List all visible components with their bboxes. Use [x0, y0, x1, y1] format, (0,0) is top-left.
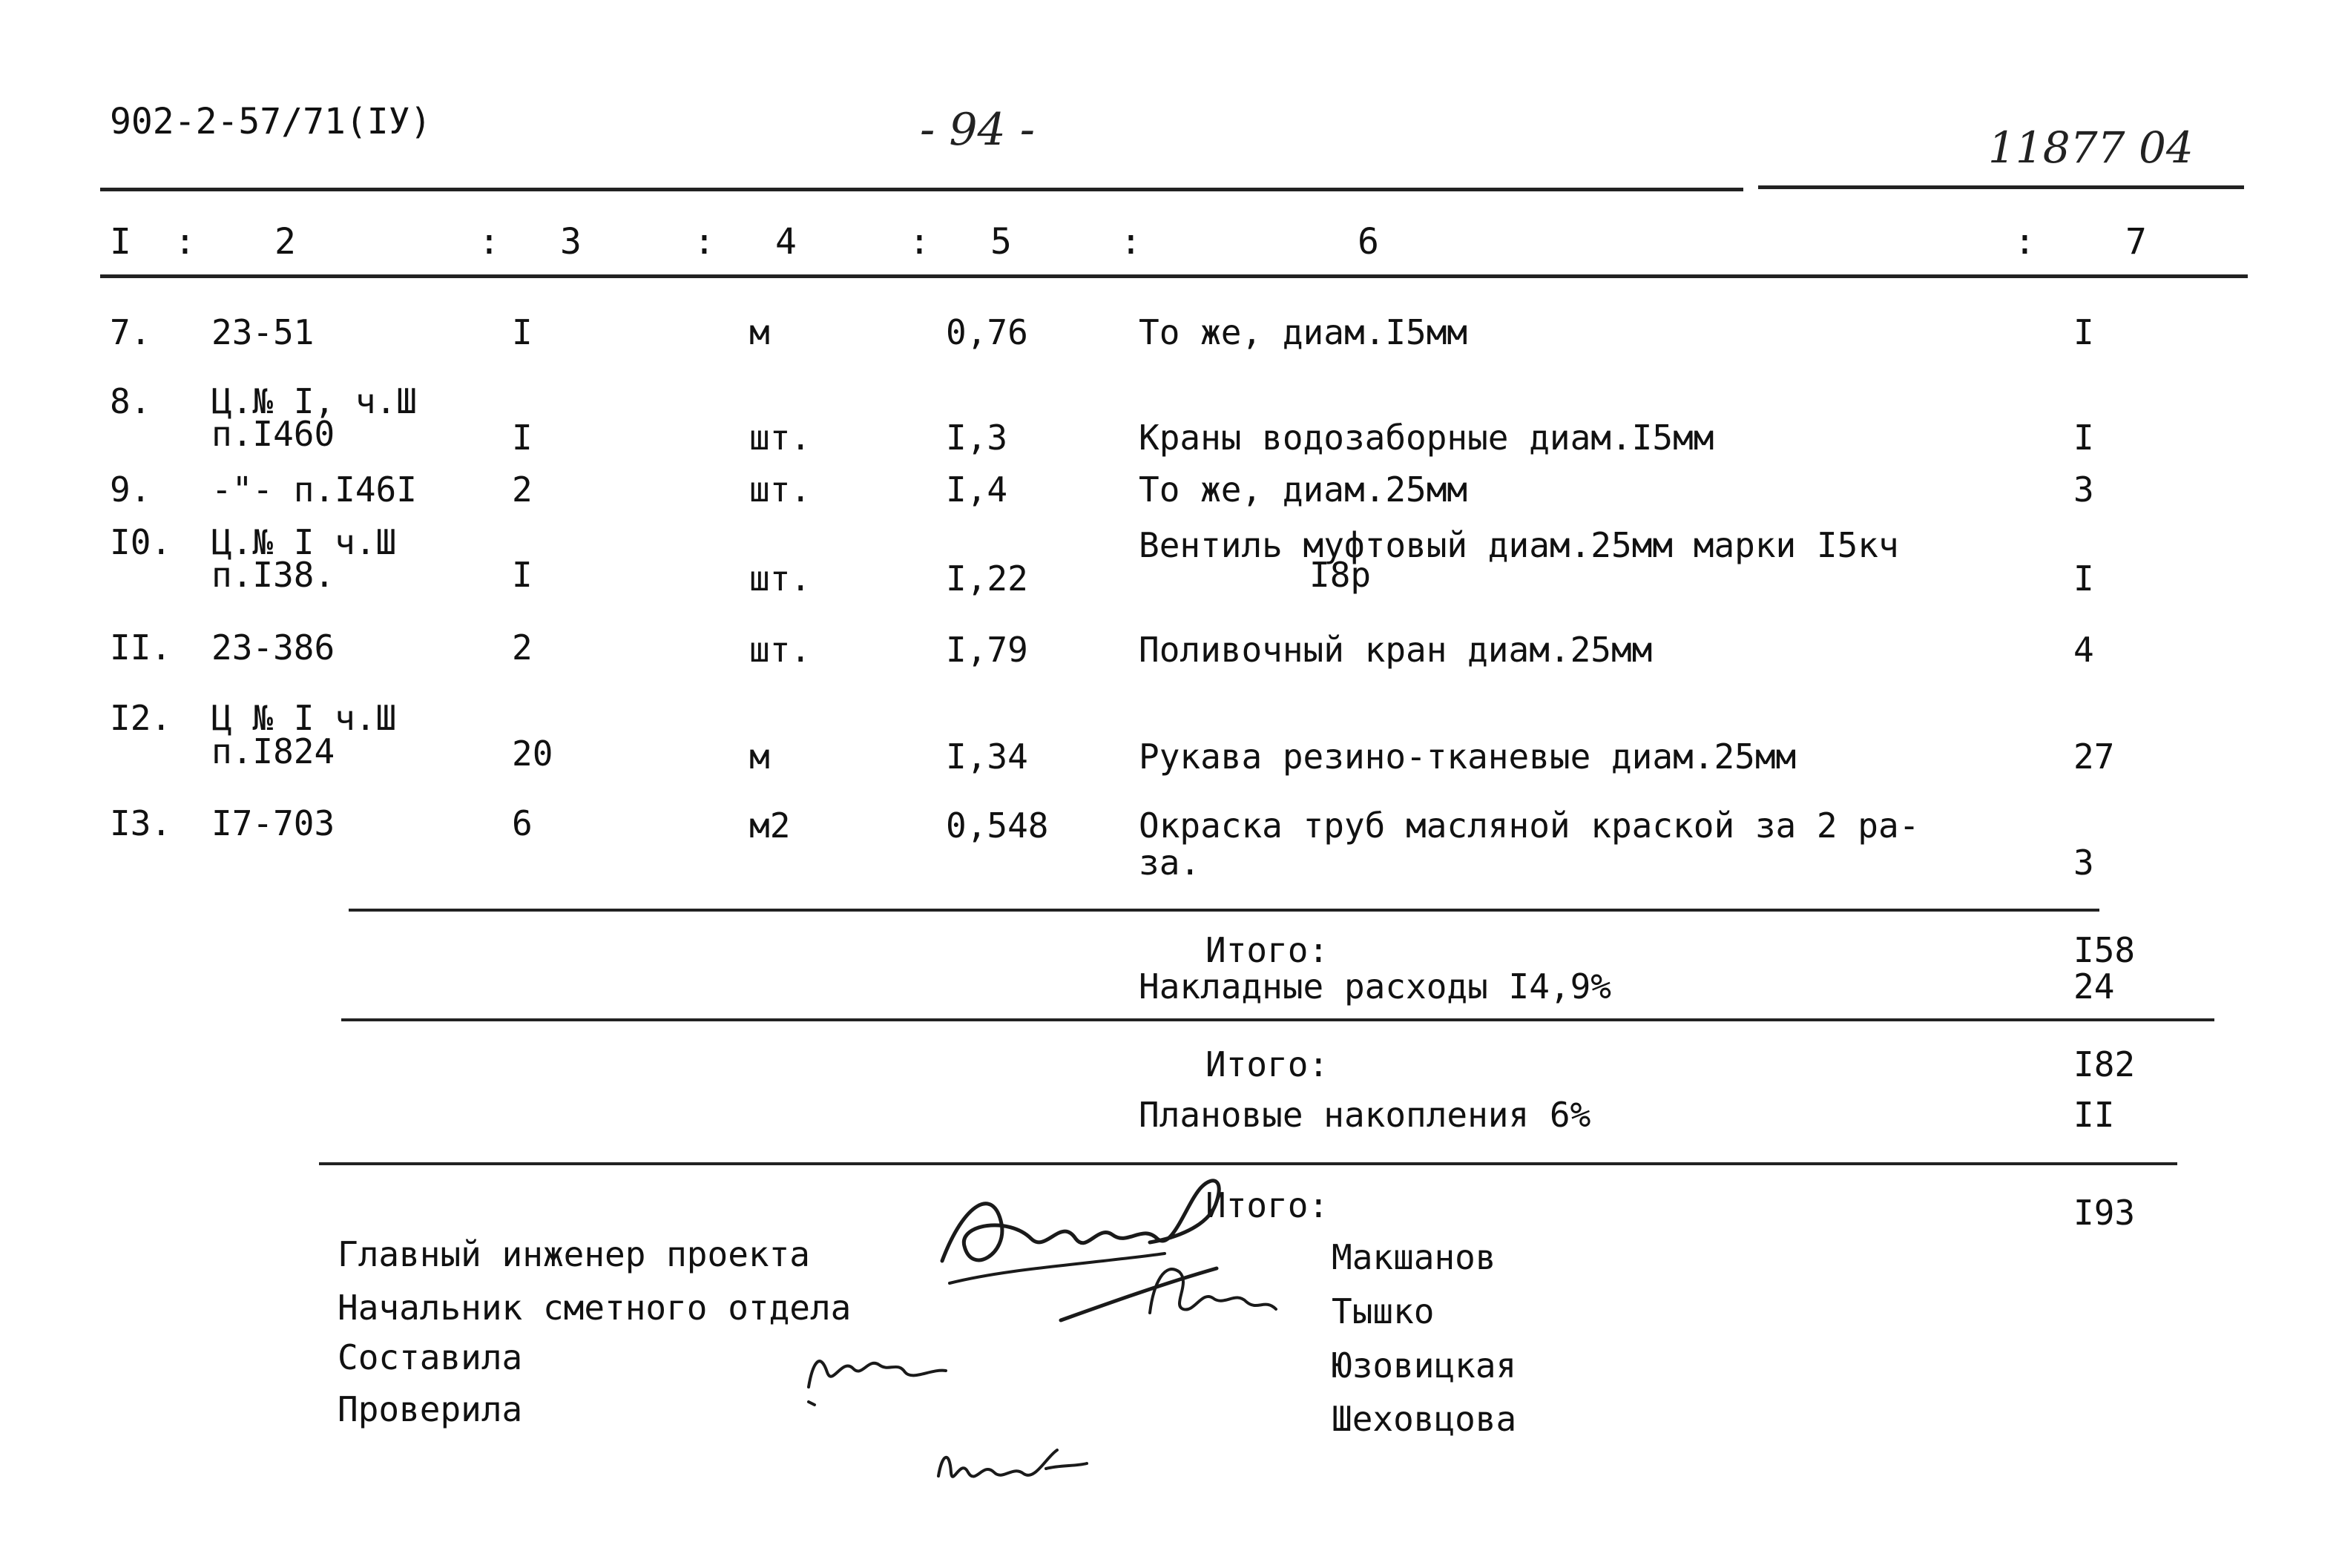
- subtotal-label-1: Итого:: [1205, 930, 1329, 970]
- row-qty: I: [512, 418, 533, 458]
- row-number: II.: [110, 627, 172, 668]
- row-code: Ц № I ч.Ш: [211, 698, 397, 738]
- row-qty: I: [512, 312, 533, 352]
- document-code: 902-2-57/71(IУ): [110, 101, 432, 142]
- row-price: 0,76: [946, 312, 1028, 352]
- row-number: I0.: [110, 522, 172, 562]
- row-code-line2: п.I460: [211, 414, 335, 454]
- signature-name: Юзовицкая: [1332, 1345, 1517, 1386]
- col-sep-4: :: [909, 221, 930, 263]
- row-unit: шт.: [749, 559, 812, 599]
- row-qty: 6: [512, 803, 533, 843]
- compiler-signature: [794, 1328, 957, 1409]
- col-header-3: 3: [560, 221, 582, 263]
- signature-role: Составила: [338, 1337, 523, 1377]
- row-unit: м: [749, 312, 770, 352]
- row-unit: м: [749, 737, 770, 777]
- row-number: I3.: [110, 803, 172, 843]
- overhead-value: 24: [2073, 966, 2115, 1007]
- col-header-6: 6: [1358, 221, 1379, 263]
- row-qty: I: [512, 555, 533, 595]
- row-unit: м2: [749, 806, 791, 846]
- row-total: I: [2073, 559, 2094, 599]
- col-sep-1: :: [174, 221, 196, 263]
- row-number: 7.: [110, 312, 151, 352]
- overhead-label: Накладные расходы I4,9%: [1139, 966, 1611, 1007]
- row-code-line2: п.I824: [211, 731, 335, 771]
- col-header-1: I: [110, 221, 131, 263]
- row-price: 0,548: [946, 806, 1049, 846]
- subtotal-value-2: I82: [2073, 1044, 2136, 1084]
- signature-name: Шеховцова: [1332, 1399, 1517, 1439]
- row-total: I: [2073, 312, 2094, 352]
- row-code: -"- п.I46I: [211, 470, 417, 510]
- signature-name: Тышко: [1332, 1291, 1435, 1331]
- row-qty: 2: [512, 470, 533, 510]
- row-desc: То же, диам.I5мм: [1139, 312, 1468, 352]
- row-code-line2: п.I38.: [211, 555, 335, 595]
- row-number: I2.: [110, 698, 172, 738]
- page-number: - 94 -: [920, 104, 1036, 156]
- row-desc: То же, диам.25мм: [1139, 470, 1468, 510]
- row-code: 23-51: [211, 312, 315, 352]
- col-sep-2: :: [478, 221, 500, 263]
- grand-total-label: Итого:: [1205, 1185, 1329, 1225]
- col-sep-5: :: [1120, 221, 1142, 263]
- col-header-2: 2: [274, 221, 296, 263]
- row-code: Ц.№ I ч.Ш: [211, 522, 397, 562]
- row-qty: 20: [512, 734, 553, 774]
- row-code: I7-703: [211, 803, 335, 843]
- col-sep-3: :: [694, 221, 715, 263]
- row-code: Ц.№ I, ч.Ш: [211, 381, 417, 421]
- grand-total-value: I93: [2073, 1193, 2136, 1233]
- signature-role: Проверила: [338, 1389, 523, 1429]
- row-price: I,22: [946, 559, 1028, 599]
- signature-name: Макшанов: [1332, 1237, 1496, 1277]
- row-desc-line2: I8р: [1309, 555, 1372, 595]
- row-desc: Рукава резино-тканевые диам.25мм: [1139, 737, 1797, 777]
- header-rule: [100, 274, 2248, 278]
- row-total: I: [2073, 418, 2094, 458]
- archive-number: 11877 04: [1988, 122, 2194, 173]
- row-desc: Поливочный кран диам.25мм: [1139, 630, 1653, 670]
- row-unit: шт.: [749, 470, 812, 510]
- row-desc: Окраска труб масляной краской за 2 ра-: [1139, 806, 1920, 846]
- row-price: I,79: [946, 630, 1028, 670]
- row-desc: Краны водозаборные диам.I5мм: [1139, 418, 1714, 458]
- signature-role: Начальник сметного отдела: [338, 1288, 852, 1328]
- row-unit: шт.: [749, 630, 812, 670]
- row-desc-line2: за.: [1139, 843, 1201, 883]
- col-header-5: 5: [990, 221, 1012, 263]
- planned-savings-value: II: [2073, 1095, 2115, 1135]
- row-price: I,34: [946, 737, 1028, 777]
- row-total: 3: [2073, 843, 2094, 883]
- summary-rule-1: [349, 909, 2099, 912]
- row-code: 23-386: [211, 627, 335, 668]
- row-qty: 2: [512, 627, 533, 668]
- col-header-7: 7: [2125, 221, 2147, 263]
- planned-savings-label: Плановые накопления 6%: [1139, 1095, 1591, 1135]
- row-unit: шт.: [749, 418, 812, 458]
- checker-signature: [927, 1420, 1098, 1502]
- row-number: 8.: [110, 381, 151, 421]
- row-number: 9.: [110, 470, 151, 510]
- row-price: I,4: [946, 470, 1008, 510]
- summary-rule-2: [341, 1018, 2214, 1021]
- row-total: 3: [2073, 470, 2094, 510]
- col-header-4: 4: [775, 221, 797, 263]
- row-total: 27: [2073, 737, 2115, 777]
- top-rule: [100, 188, 1743, 191]
- row-desc: Вентиль муфтовый диам.25мм марки I5кч: [1139, 525, 1899, 565]
- subtotal-label-2: Итого:: [1205, 1044, 1329, 1084]
- row-price: I,3: [946, 418, 1008, 458]
- col-sep-6: :: [2014, 221, 2036, 263]
- top-rule-right: [1758, 185, 2244, 189]
- signature-role: Главный инженер проекта: [338, 1234, 810, 1274]
- estimate-head-signature: [1053, 1239, 1291, 1343]
- subtotal-value-1: I58: [2073, 930, 2136, 970]
- row-total: 4: [2073, 630, 2094, 670]
